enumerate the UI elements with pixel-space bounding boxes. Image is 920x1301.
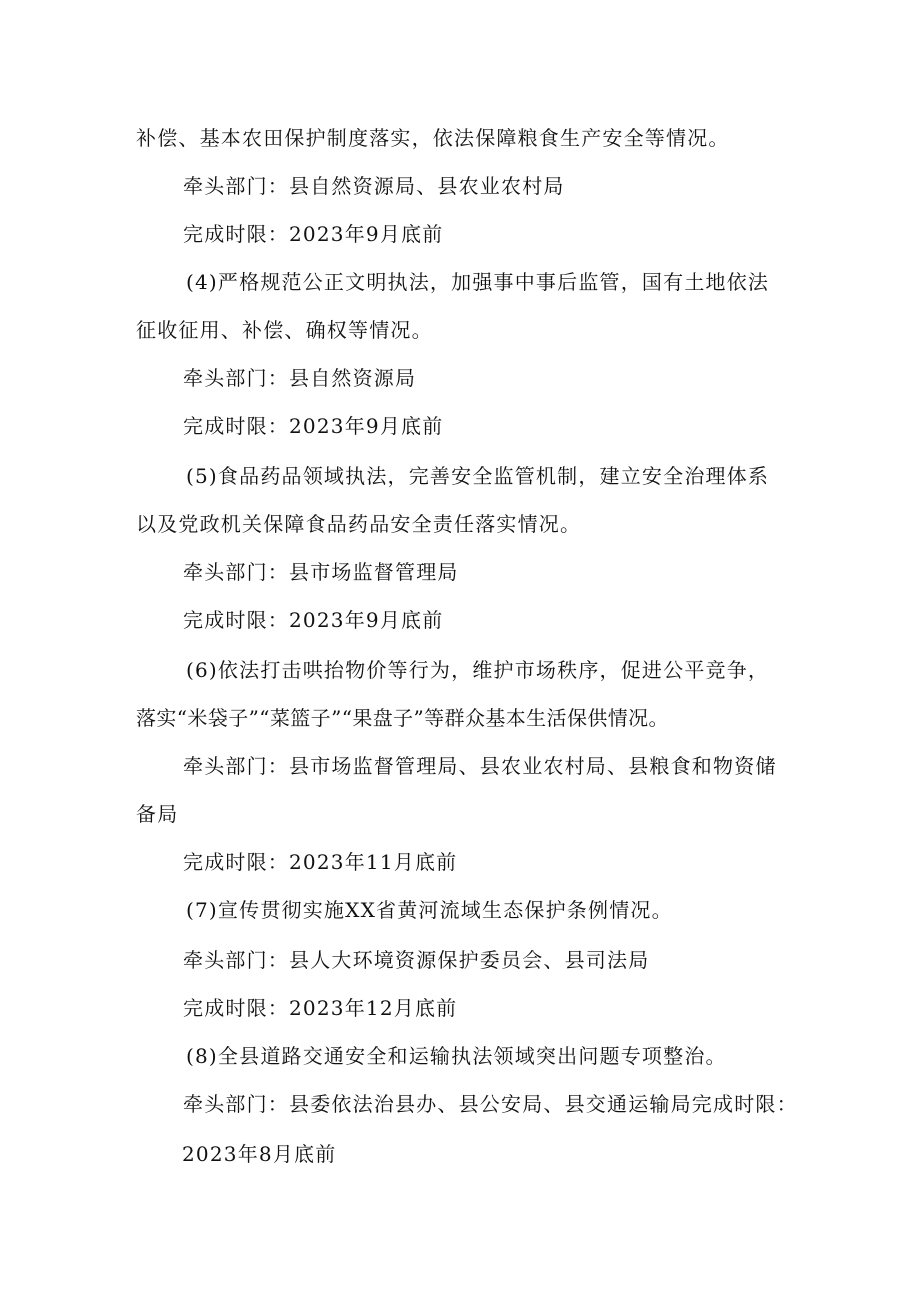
paragraph-line: 征收征用、补偿、确权等情况。 <box>136 318 433 342</box>
lead-department-line: 牵头部门：县市场监督管理局、县农业农村局、县粮食和物资储 <box>183 754 777 778</box>
lead-department-line: 牵头部门：县市场监督管理局 <box>183 560 459 584</box>
deadline-line: 完成时限：2023年11月底前 <box>183 850 458 874</box>
paragraph-line: 落实“米袋子”“菜篮子”“果盘子”等群众基本生活保供情况。 <box>136 706 669 730</box>
item-6-heading: (6)依法打击哄抬物价等行为，维护市场秩序，促进公平竞争， <box>186 658 770 682</box>
item-4-heading: (4)严格规范公正文明执法，加强事中事后监管，国有土地依法 <box>186 270 770 294</box>
deadline-line: 完成时限：2023年12月底前 <box>183 996 458 1020</box>
lead-department-line: 牵头部门：县人大环境资源保护委员会、县司法局 <box>183 948 650 972</box>
item-5-heading: (5)食品药品领域执法，完善安全监管机制，建立安全治理体系 <box>186 464 770 488</box>
paragraph-line: 备局 <box>136 802 179 826</box>
deadline-line: 完成时限：2023年9月底前 <box>183 222 444 246</box>
lead-department-line: 牵头部门：县委依法治县办、县公安局、县交通运输局完成时限： <box>183 1092 798 1116</box>
lead-department-line: 牵头部门：县自然资源局 <box>183 366 417 390</box>
item-7-heading: (7)宣传贯彻实施XX省黄河流域生态保护条例情况。 <box>186 898 673 922</box>
lead-department-line: 牵头部门：县自然资源局、县农业农村局 <box>183 174 565 198</box>
deadline-line: 完成时限：2023年9月底前 <box>183 608 444 632</box>
deadline-line: 完成时限：2023年9月底前 <box>183 414 444 438</box>
paragraph-line: 补偿、基本农田保护制度落实，依法保障粮食生产安全等情况。 <box>136 126 730 150</box>
deadline-line: 2023年8月底前 <box>182 1142 337 1166</box>
item-8-heading: (8)全县道路交通安全和运输执法领域突出问题专项整治。 <box>186 1044 727 1068</box>
paragraph-line: 以及党政机关保障食品药品安全责任落实情况。 <box>136 512 582 536</box>
